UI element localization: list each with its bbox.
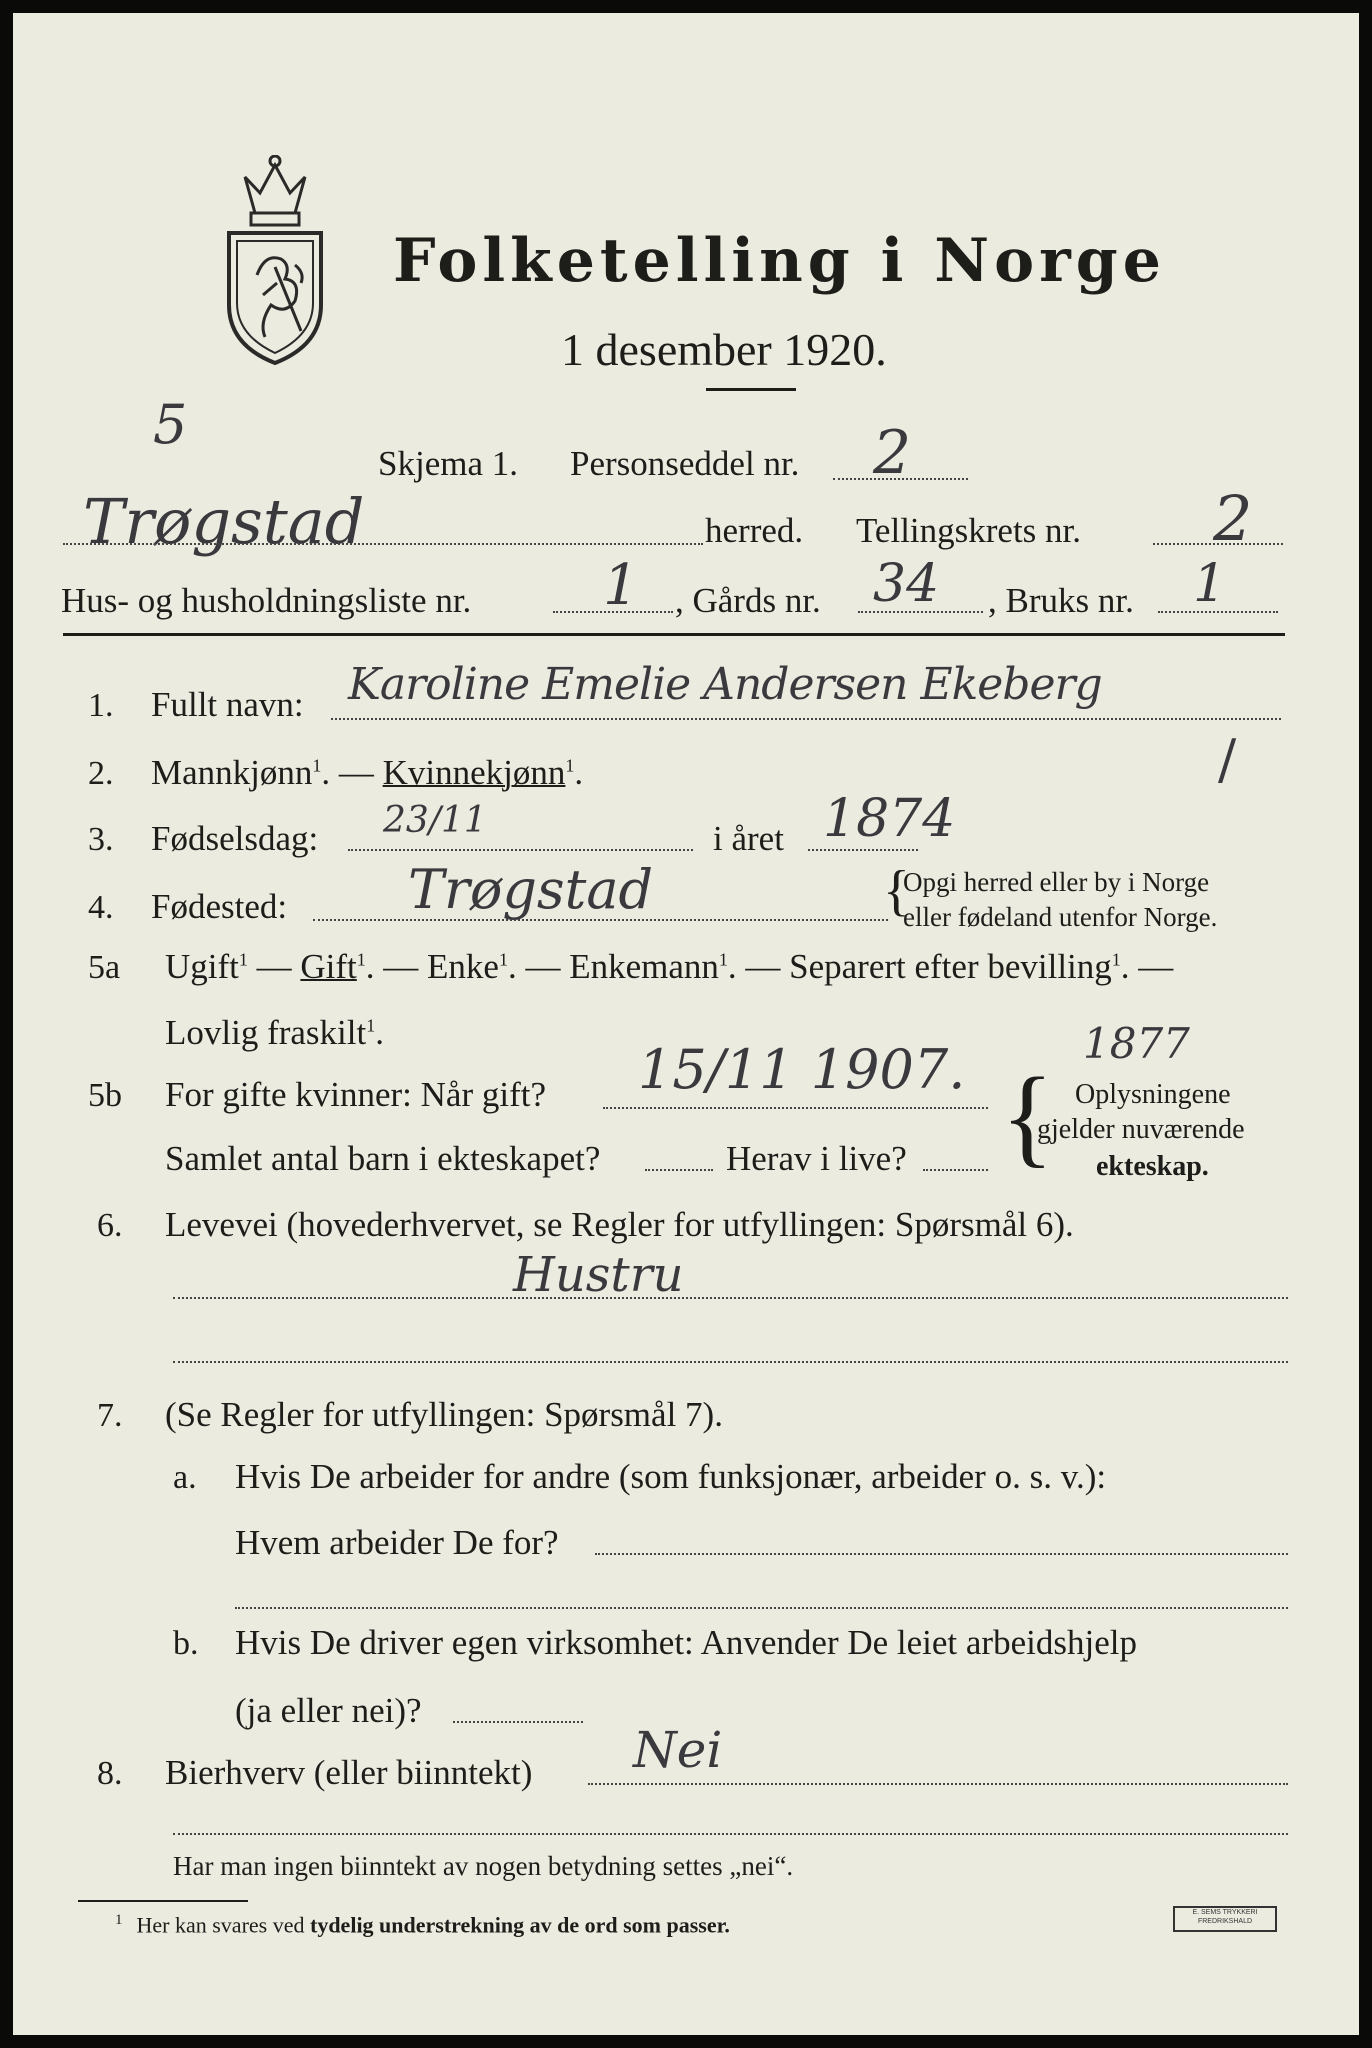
footnote-divider	[78, 1900, 248, 1902]
q5a-separert[interactable]: . — Separert efter bevilling	[727, 947, 1112, 986]
q5a-gift-footnote-mark: 1	[356, 949, 366, 970]
printer-stamp	[1173, 1906, 1277, 1932]
q7b-label: Hvis De driver egen virksomhet: Anvender De leiet arbeidshjelp	[235, 1623, 1137, 1662]
q2-female[interactable]: Kvinnekjønn	[382, 753, 566, 792]
q7-number: 7.	[97, 1397, 123, 1434]
q5a-dash: . —	[1120, 947, 1174, 986]
tellingskrets-line	[1153, 543, 1283, 545]
q3-label: Fødselsdag:	[151, 819, 319, 858]
footnote	[115, 1913, 730, 1936]
q7b-line	[453, 1721, 583, 1723]
q5b-note-1: Oplysningene	[1075, 1079, 1231, 1110]
q2-male-footnote-mark: 1	[312, 755, 322, 776]
q5a-options: Ugift$^1$ — Gift$^1$. — Enke$^1$. — Enkemann$^1$. — Separert efter bevilling$^1$. —	[165, 947, 1174, 986]
q6-line-1	[173, 1297, 1288, 1299]
q7a-question: Hvem arbeider De for?	[235, 1523, 559, 1562]
q7a-line-2	[235, 1607, 1288, 1609]
footnote-text: Her kan svares ved	[136, 1912, 305, 1938]
census-form-page	[13, 13, 1359, 2035]
q2-male[interactable]: Mannkjønn	[151, 753, 313, 792]
q5b-value: 15/11 1907.	[638, 1038, 966, 1101]
gards-label: , Gårds nr.	[675, 581, 821, 620]
q5a-gift[interactable]: Gift	[300, 947, 357, 986]
q5b-live-line	[923, 1169, 988, 1171]
q2-end: .	[574, 753, 584, 792]
q7a-line-1	[595, 1553, 1288, 1555]
q3-year-line	[808, 849, 918, 851]
q4-number: 4.	[88, 889, 114, 926]
herred-label: herred.	[705, 511, 804, 550]
q7b-question: (ja eller nei)?	[235, 1691, 422, 1730]
q5b-number: 5b	[88, 1077, 122, 1114]
tellingskrets-label: Tellingskrets nr.	[856, 511, 1082, 550]
gards-line	[858, 611, 983, 613]
hus-value: 1	[603, 553, 639, 618]
q5b-margin-note: 1877	[1083, 1019, 1190, 1068]
q6-value: Hustru	[513, 1247, 684, 1303]
q5b-barn-line	[645, 1169, 713, 1171]
q8-line-1	[588, 1783, 1288, 1785]
q8-line-2	[173, 1833, 1288, 1835]
q6-line-2	[173, 1361, 1288, 1363]
hus-line	[553, 611, 673, 613]
q5b-line	[603, 1107, 988, 1109]
bruks-label: , Bruks nr.	[988, 581, 1134, 620]
q3-line	[348, 849, 693, 851]
q5a-fraskilt-footnote-mark: 1	[366, 1015, 376, 1036]
q8-value: Nei	[633, 1721, 723, 1779]
corner-mark: 5	[153, 393, 188, 456]
printer-stamp-line-1: E. SEMS TRYKKERI	[1192, 1909, 1258, 1916]
q2-number: 2.	[88, 755, 114, 792]
q5b-brace: {	[1001, 1055, 1054, 1177]
q1-line	[331, 718, 1281, 720]
q8-note: Har man ingen biinntekt av nogen betydning settes „nei“.	[173, 1851, 794, 1881]
q2-options	[151, 755, 583, 790]
personseddel-value: 2	[873, 418, 912, 488]
q1-number: 1.	[88, 687, 114, 724]
q5b-note-3: ekteskap.	[1096, 1151, 1209, 1182]
q4-value: Trøgstad	[408, 858, 654, 921]
q2-female-footnote-mark: 1	[565, 755, 575, 776]
herred-line	[63, 543, 703, 545]
footnote-mark: 1	[115, 1912, 123, 1928]
q5a-fraskilt[interactable]: Lovlig fraskilt	[165, 1013, 367, 1052]
q1-value: Karoline Emelie Andersen Ekeberg	[348, 659, 1102, 710]
q7a-label: Hvis De arbeider for andre (som funksjonær, arbeider o. s. v.):	[235, 1457, 1107, 1496]
q3-year-value: 1874	[823, 789, 956, 849]
coat-of-arms-logo	[215, 155, 335, 370]
q4-note-2: eller fødeland utenfor Norge.	[903, 902, 1218, 932]
q5b-label: For gifte kvinner: Når gift?	[165, 1075, 547, 1114]
personseddel-line	[833, 478, 968, 480]
q3-value: 23/11	[383, 800, 487, 841]
q8-label: Bierhverv (eller biinntekt)	[165, 1753, 533, 1792]
bruks-line	[1158, 611, 1278, 613]
q4-line	[313, 919, 888, 921]
q5a-enke[interactable]: . — Enke	[365, 947, 499, 986]
q1-label: Fullt navn:	[151, 685, 304, 724]
q4-note-1: Opgi herred eller by i Norge	[903, 867, 1210, 897]
q7-label: (Se Regler for utfyllingen: Spørsmål 7).	[165, 1395, 723, 1434]
q5b-barn-label: Samlet antal barn i ekteskapet?	[165, 1139, 601, 1178]
q4-label: Fødested:	[151, 887, 288, 926]
skjema-label: Skjema 1.	[378, 444, 518, 483]
tellingskrets-value: 2	[1213, 482, 1253, 555]
q7a-number: a.	[173, 1459, 197, 1496]
q5b-live-label: Herav i live?	[726, 1139, 907, 1178]
printer-stamp-line-2: FREDRIKSHALD	[1197, 1918, 1253, 1925]
header-divider	[63, 633, 1285, 636]
hus-label: Hus- og husholdningsliste nr.	[61, 581, 472, 620]
q3-year-label: i året	[713, 819, 784, 858]
q2-mark: /	[1218, 728, 1237, 791]
q2-separator: . —	[321, 753, 374, 792]
q3-number: 3.	[88, 821, 114, 858]
q5a-enke-footnote-mark: 1	[498, 949, 508, 970]
bruks-value: 1	[1193, 554, 1227, 614]
q5a-ugift-footnote-mark: 1	[238, 949, 248, 970]
q7b-number: b.	[173, 1625, 199, 1662]
q6-label: Levevei (hovederhvervet, se Regler for utfyllingen: Spørsmål 6).	[165, 1205, 1074, 1244]
gards-value: 34	[873, 554, 940, 614]
q5a-enkemann-footnote-mark: 1	[718, 949, 728, 970]
form-title: Folketelling i Norge	[393, 226, 1166, 296]
q5a-line2: Lovlig fraskilt$^1$.	[165, 1013, 384, 1052]
form-date: 1 desember 1920.	[561, 324, 887, 375]
q6-number: 6.	[97, 1207, 123, 1244]
title-divider	[706, 388, 796, 391]
q5a-number: 5a	[88, 949, 121, 986]
q5a-enkemann[interactable]: . — Enkemann	[507, 947, 719, 986]
herred-value: Trøgstad	[83, 485, 365, 558]
q5a-ugift[interactable]: Ugift	[165, 947, 239, 986]
q5b-note-2: gjelder nuværende	[1037, 1114, 1245, 1145]
personseddel-label: Personseddel nr.	[570, 444, 800, 483]
q5a-separert-footnote-mark: 1	[1111, 949, 1121, 970]
footnote-bold-text: tydelig understrekning av de ord som passer.	[310, 1912, 730, 1938]
q4-brace: {	[883, 860, 910, 922]
q8-number: 8.	[97, 1755, 123, 1792]
